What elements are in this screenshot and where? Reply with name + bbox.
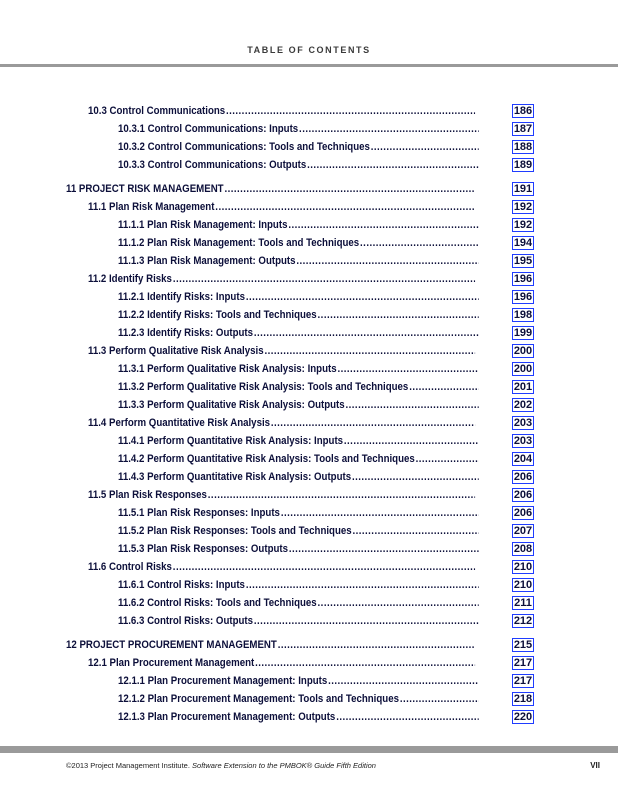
dot-leader bbox=[207, 487, 475, 503]
toc-entry-label: 11.1 Plan Risk Management bbox=[88, 201, 215, 213]
toc-entry-label: 11.6 Control Risks bbox=[88, 561, 172, 573]
dot-leader bbox=[335, 709, 478, 725]
toc-entry-label: 10.3.1 Control Communications: Inputs bbox=[118, 123, 299, 135]
toc-entry-label: 11.2.2 Identify Risks: Tools and Techniques bbox=[118, 309, 317, 321]
toc-page-link[interactable]: 212 bbox=[513, 615, 533, 627]
toc-entry bbox=[0, 415, 618, 431]
toc-entry-text bbox=[118, 577, 479, 593]
toc-entry bbox=[0, 655, 618, 671]
toc-page-link[interactable]: 210 bbox=[513, 561, 533, 573]
toc-entry-label: 11.3.1 Perform Qualitative Risk Analysis: Inputs bbox=[118, 363, 337, 375]
dot-leader bbox=[399, 691, 479, 707]
toc-page-link[interactable]: 207 bbox=[513, 525, 533, 537]
toc-entry bbox=[0, 199, 618, 215]
toc-entry-label: 11.1.1 Plan Risk Management: Inputs bbox=[118, 219, 288, 231]
toc-page-link[interactable]: 194 bbox=[513, 237, 533, 249]
dot-leader bbox=[337, 361, 479, 377]
toc-entry-text bbox=[118, 397, 479, 413]
dot-leader bbox=[415, 451, 479, 467]
toc-entry bbox=[0, 181, 618, 197]
toc-entry bbox=[0, 103, 618, 119]
toc-entry-label: 12.1.2 Plan Procurement Management: Tools and Techniques bbox=[118, 693, 399, 705]
footer-copyright: ©2013 Project Management Institute. bbox=[66, 761, 190, 770]
toc-entry bbox=[0, 307, 618, 323]
toc-entry-label: 10.3.3 Control Communications: Outputs bbox=[118, 159, 307, 171]
toc-entry bbox=[0, 271, 618, 287]
dot-leader bbox=[343, 433, 479, 449]
dot-leader bbox=[359, 235, 479, 251]
dot-leader bbox=[225, 103, 475, 119]
toc-entry-text bbox=[66, 181, 474, 197]
toc-entry-label: 11.5.3 Plan Risk Responses: Outputs bbox=[118, 543, 289, 555]
toc-entry-label: 11.4 Perform Quantitative Risk Analysis bbox=[88, 417, 271, 429]
toc-entry bbox=[0, 541, 618, 557]
dot-leader bbox=[327, 673, 479, 689]
toc-entry-label: 12.1 Plan Procurement Management bbox=[88, 657, 255, 669]
toc-entry-label: 11 PROJECT RISK MANAGEMENT bbox=[66, 183, 224, 195]
dot-leader bbox=[253, 613, 479, 629]
toc-entry-text bbox=[66, 637, 474, 653]
toc-entry-text bbox=[118, 325, 479, 341]
toc-entry-text bbox=[118, 379, 479, 395]
toc-entry-text bbox=[118, 157, 479, 173]
toc-entry-text bbox=[88, 343, 475, 359]
toc-entry-label: 12.1.3 Plan Procurement Management: Outputs bbox=[118, 711, 336, 723]
toc-entry-text bbox=[118, 433, 479, 449]
toc-page-link[interactable]: 220 bbox=[513, 711, 533, 723]
toc-page-link[interactable]: 195 bbox=[513, 255, 533, 267]
toc-entry bbox=[0, 487, 618, 503]
toc-entry-text bbox=[118, 361, 479, 377]
header-rule bbox=[0, 64, 618, 67]
toc-entry-label: 11.6.2 Control Risks: Tools and Techniques bbox=[118, 597, 317, 609]
toc-entry bbox=[0, 559, 618, 575]
toc-entry bbox=[0, 379, 618, 395]
toc-entry-text bbox=[118, 541, 479, 557]
toc-page-link[interactable]: 215 bbox=[513, 639, 533, 651]
toc-entry-text bbox=[118, 307, 479, 323]
dot-leader bbox=[224, 181, 475, 197]
toc-page-link[interactable]: 202 bbox=[513, 399, 533, 411]
dot-leader bbox=[345, 397, 479, 413]
toc-page-link[interactable]: 211 bbox=[512, 596, 534, 610]
toc-entry bbox=[0, 577, 618, 593]
toc-entry-text bbox=[118, 523, 479, 539]
toc-entry-label: 11.5.1 Plan Risk Responses: Inputs bbox=[118, 507, 280, 519]
toc-page-link[interactable]: 192 bbox=[513, 201, 533, 213]
dot-leader bbox=[317, 307, 479, 323]
toc-entry-label: 11.4.1 Perform Quantitative Risk Analysis: Inputs bbox=[118, 435, 344, 447]
toc-entry-label: 10.3.2 Control Communications: Tools and Techniques bbox=[118, 141, 370, 153]
toc-entry-text bbox=[118, 613, 479, 629]
toc-entry bbox=[0, 433, 618, 449]
dot-leader bbox=[172, 559, 475, 575]
footer-page-number: VII bbox=[590, 761, 600, 770]
toc-page-link[interactable]: 187 bbox=[513, 123, 533, 135]
toc-entry-text bbox=[88, 655, 475, 671]
page-header-title: TABLE OF CONTENTS bbox=[247, 45, 371, 55]
toc-entry-text bbox=[88, 559, 475, 575]
toc-entry-label: 11.4.2 Perform Quantitative Risk Analysis: Tools and Techniques bbox=[118, 453, 415, 465]
toc-page-link[interactable]: 217 bbox=[513, 657, 533, 669]
dot-leader bbox=[370, 139, 479, 155]
toc-entry-label: 11.1.2 Plan Risk Management: Tools and Techniques bbox=[118, 237, 360, 249]
toc-page-link[interactable]: 186 bbox=[513, 105, 533, 117]
toc-entry-text bbox=[118, 139, 479, 155]
toc-entry-label: 12.1.1 Plan Procurement Management: Inputs bbox=[118, 675, 328, 687]
toc-entry-label: 11.3 Perform Qualitative Risk Analysis bbox=[88, 345, 264, 357]
dot-leader bbox=[306, 157, 479, 173]
dot-leader bbox=[172, 271, 475, 287]
toc-entry-label: 11.3.2 Perform Qualitative Risk Analysis: Tools and Techniques bbox=[118, 381, 409, 393]
toc-page-link[interactable]: 191 bbox=[513, 183, 533, 195]
dot-leader bbox=[254, 655, 475, 671]
toc-entry-text bbox=[118, 709, 479, 725]
dot-leader bbox=[298, 121, 479, 137]
toc-page-link[interactable]: 204 bbox=[513, 453, 533, 465]
toc-entry bbox=[0, 613, 618, 629]
toc-entry bbox=[0, 289, 618, 305]
toc-entry-text bbox=[118, 505, 479, 521]
toc-entry-text bbox=[118, 691, 479, 707]
toc-entry-label: 10.3 Control Communications bbox=[88, 105, 226, 117]
toc-entry bbox=[0, 361, 618, 377]
dot-leader bbox=[280, 505, 479, 521]
toc-page-link[interactable]: 208 bbox=[513, 543, 533, 555]
footer-rule bbox=[0, 746, 618, 753]
dot-leader bbox=[351, 469, 479, 485]
dot-leader bbox=[352, 523, 479, 539]
toc-page-link[interactable]: 188 bbox=[513, 141, 533, 153]
toc-entry bbox=[0, 691, 618, 707]
toc-entry-text bbox=[118, 595, 479, 611]
toc-entry-text bbox=[118, 253, 479, 269]
dot-leader bbox=[270, 415, 475, 431]
dot-leader bbox=[245, 577, 479, 593]
toc-page-link[interactable]: 203 bbox=[513, 417, 533, 429]
toc-page-link[interactable]: 200 bbox=[513, 363, 533, 375]
toc-entry-label: 11.5 Plan Risk Responses bbox=[88, 489, 207, 501]
toc-page-link[interactable]: 206 bbox=[513, 489, 533, 501]
toc-entry-label: 11.4.3 Perform Quantitative Risk Analysis: Outputs bbox=[118, 471, 352, 483]
dot-leader bbox=[264, 343, 476, 359]
toc-entry-label: 11.3.3 Perform Qualitative Risk Analysis: Outputs bbox=[118, 399, 345, 411]
toc-page-link[interactable]: 210 bbox=[513, 579, 533, 591]
toc-page-link[interactable]: 206 bbox=[513, 471, 533, 483]
toc-page-link[interactable]: 217 bbox=[513, 675, 533, 687]
toc-entry-label: 11.2 Identify Risks bbox=[88, 273, 172, 285]
toc-page-link[interactable]: 199 bbox=[513, 327, 533, 339]
toc-entry-label: 11.6.3 Control Risks: Outputs bbox=[118, 615, 254, 627]
toc-entry-text bbox=[118, 217, 479, 233]
toc-entry-text bbox=[88, 487, 475, 503]
dot-leader bbox=[317, 595, 479, 611]
toc-entry bbox=[0, 595, 618, 611]
toc-entry bbox=[0, 325, 618, 341]
toc-entry-text bbox=[88, 199, 475, 215]
dot-leader bbox=[277, 637, 474, 653]
toc-entry bbox=[0, 709, 618, 725]
toc-page-link[interactable]: 196 bbox=[513, 291, 533, 303]
toc-entry bbox=[0, 523, 618, 539]
dot-leader bbox=[253, 325, 479, 341]
toc-page-link[interactable]: 192 bbox=[513, 219, 533, 231]
footer-book-title: Software Extension to the PMBOK® Guide Fifth Edition bbox=[192, 761, 376, 770]
toc-page-link[interactable]: 203 bbox=[513, 435, 533, 447]
dot-leader bbox=[288, 541, 479, 557]
toc-page-link[interactable]: 196 bbox=[513, 273, 533, 285]
toc-entry bbox=[0, 253, 618, 269]
toc-entry-text bbox=[118, 121, 479, 137]
toc-entry bbox=[0, 397, 618, 413]
toc-entry bbox=[0, 343, 618, 359]
toc-page-link[interactable]: 206 bbox=[513, 507, 533, 519]
toc-entry bbox=[0, 673, 618, 689]
toc-page-link[interactable]: 189 bbox=[513, 159, 533, 171]
toc-entry bbox=[0, 235, 618, 251]
toc-entry bbox=[0, 217, 618, 233]
toc-page-link[interactable]: 198 bbox=[513, 309, 533, 321]
toc-entry-text bbox=[88, 271, 475, 287]
dot-leader bbox=[287, 217, 478, 233]
toc-entry-text bbox=[118, 289, 479, 305]
toc-entry-label: 11.1.3 Plan Risk Management: Outputs bbox=[118, 255, 296, 267]
toc-entry-label: 11.5.2 Plan Risk Responses: Tools and Techniques bbox=[118, 525, 352, 537]
toc-entry bbox=[0, 121, 618, 137]
toc-entry-text bbox=[88, 415, 475, 431]
toc-entry-label: 11.2.1 Identify Risks: Inputs bbox=[118, 291, 245, 303]
toc-page-link[interactable]: 218 bbox=[513, 693, 533, 705]
toc-entry-label: 12 PROJECT PROCUREMENT MANAGEMENT bbox=[66, 639, 277, 651]
dot-leader bbox=[245, 289, 479, 305]
toc-entry-label: 11.6.1 Control Risks: Inputs bbox=[118, 579, 245, 591]
toc-entry-text bbox=[118, 469, 479, 485]
toc-entry bbox=[0, 139, 618, 155]
toc-entry-text bbox=[118, 673, 479, 689]
toc-entry bbox=[0, 157, 618, 173]
toc-entry bbox=[0, 451, 618, 467]
toc-entry bbox=[0, 637, 618, 653]
toc-page-link[interactable]: 200 bbox=[513, 345, 533, 357]
toc-entry-text bbox=[88, 103, 475, 119]
toc-entry-label: 11.2.3 Identify Risks: Outputs bbox=[118, 327, 254, 339]
dot-leader bbox=[214, 199, 475, 215]
page-footer bbox=[66, 761, 600, 770]
dot-leader bbox=[408, 379, 478, 395]
toc-entry bbox=[0, 505, 618, 521]
toc-entry bbox=[0, 469, 618, 485]
toc-page-link[interactable]: 201 bbox=[513, 381, 533, 393]
dot-leader bbox=[296, 253, 479, 269]
toc-entry-text bbox=[118, 235, 479, 251]
toc-entry-text bbox=[118, 451, 479, 467]
